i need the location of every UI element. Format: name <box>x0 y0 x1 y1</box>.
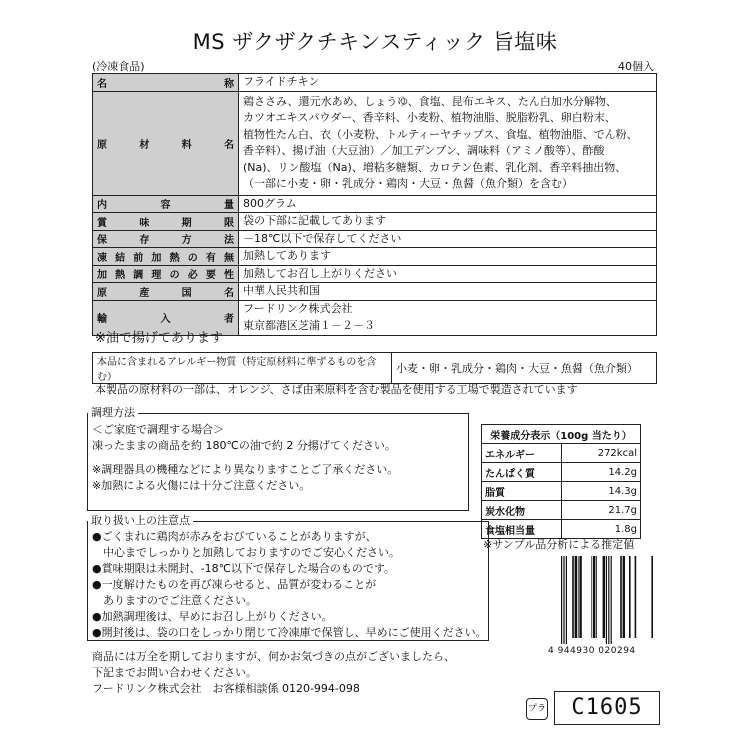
spec-value-origin: 中華人民共和国 <box>239 283 657 301</box>
barcode-bar <box>596 556 597 638</box>
spec-label-heated-before-freezing <box>93 248 239 266</box>
spec-row-best-before <box>93 213 657 231</box>
label-char: 無 <box>223 252 234 264</box>
handling-line: ●加熱調理後は、早めにお召し上がりください。 <box>92 610 333 623</box>
label-char: 熱 <box>115 270 126 282</box>
label-char: 量 <box>224 200 234 212</box>
spec-row-name <box>93 74 657 92</box>
cooking-title: 調理方法 <box>88 405 138 421</box>
footer-line: 商品には万全を期しておりますが、何かお気づきの点がございましたら、 <box>92 650 455 663</box>
importer-address: 東京都港区芝浦１－２－３ <box>243 318 375 332</box>
handling-title: 取り扱い上の注意点 <box>88 513 193 529</box>
label-char: 理 <box>151 270 162 282</box>
product-title: MS ザクザクチキンスティック 旨塩味 <box>192 30 558 54</box>
label-char: 者 <box>224 314 234 325</box>
nutrition-value: 1.8g <box>561 520 641 539</box>
allergy-table <box>92 352 657 384</box>
label-char: 要 <box>205 270 216 282</box>
handling-line: ●一度解けたものを再び凍らせると、品質が変わることが <box>92 578 377 591</box>
spec-value-storage: －18℃以下で保存してください <box>239 230 657 248</box>
spec-table <box>92 73 657 336</box>
nutrition-row <box>482 482 641 501</box>
product-count: 40個入 <box>618 60 654 73</box>
spec-label-heating-needed <box>93 265 239 283</box>
spec-row-heating-needed <box>93 265 657 283</box>
cooking-line: 凍ったままの商品を約 180℃の油で約 2 分揚げてください。 <box>92 439 396 452</box>
label-char: の <box>187 252 198 264</box>
fried-note: ※油で揚げてあります <box>95 331 223 346</box>
barcode-bar <box>578 556 579 638</box>
nutrition-value: 14.3g <box>561 482 641 501</box>
cooking-line <box>92 454 464 462</box>
nutrition-table <box>481 424 641 539</box>
label-char: 称 <box>224 78 234 90</box>
footer-line: 下記までお問い合わせください。 <box>92 666 257 679</box>
barcode-bar <box>572 556 574 638</box>
ingredients-line: （一部に小麦・卵・乳成分・鶏肉・大豆・魚醤（魚介類）を含む） <box>243 177 573 190</box>
allergy-value: 小麦・卵・乳成分・鶏肉・大豆・魚醤（魚介類） <box>392 353 657 384</box>
barcode-number: 4 944930 020294 <box>548 646 636 656</box>
lot-code: C1605 <box>554 691 660 725</box>
spec-row-heated-before-freezing <box>93 248 657 266</box>
label-char: 方 <box>181 235 192 247</box>
label-char: 名 <box>223 139 234 151</box>
spec-value-ingredients <box>239 91 657 195</box>
barcode-bar <box>651 556 653 638</box>
label-char: 容 <box>160 200 171 212</box>
label-char: 性 <box>223 270 234 282</box>
label-char: 熱 <box>169 252 180 264</box>
spec-value-importer <box>239 300 657 335</box>
label-char: 保 <box>97 235 107 247</box>
label-char: の <box>169 270 180 282</box>
label-char: 料 <box>181 139 192 151</box>
label-char: 結 <box>115 252 126 264</box>
barcode-bar <box>591 556 592 638</box>
label-char: 有 <box>205 252 216 264</box>
barcode-bar <box>611 556 612 644</box>
cooking-box <box>87 406 469 511</box>
nutrition-label: 炭水化物 <box>482 501 562 520</box>
label-char: 期 <box>181 217 192 229</box>
ingredients-line: 香辛料）、揚げ油（大豆油）／加工デンプン、調味料（アミノ酸等）、酢酸 <box>243 144 605 157</box>
nutrition-header: 栄養成分表示（100g 当たり） <box>482 425 641 444</box>
barcode-bar <box>620 556 622 638</box>
nutrition-row <box>482 501 641 520</box>
nutrition-value: 272kcal <box>561 444 641 463</box>
label-char: 限 <box>223 217 234 229</box>
handling-line: ●開封後は、袋の口をしっかり閉じて冷凍庫で保管し、早めにご使用ください。 <box>92 626 487 639</box>
barcode-image <box>555 556 665 644</box>
barcode-bar <box>593 556 595 638</box>
nutrition-label: たんぱく質 <box>482 463 562 482</box>
label-char: 名 <box>97 78 107 90</box>
label-char: 凍 <box>97 252 107 264</box>
handling-box <box>87 514 489 641</box>
spec-value-heated-before-freezing: 加熱してあります <box>239 248 657 266</box>
spec-value-content: 800グラム <box>239 195 657 213</box>
label-char: 入 <box>160 314 171 325</box>
barcode-bar <box>579 556 581 638</box>
barcode-bar <box>561 556 562 644</box>
nutrition-note: ※サンプル品分析による推定値 <box>483 538 635 551</box>
ingredients-line: カツオエキスパウダー、香辛料、小麦粉、植物油脂、脱脂粉乳、卵白粉末、 <box>243 111 616 124</box>
spec-row-storage <box>93 230 657 248</box>
cooking-line: ＜ご家庭で調理する場合＞ <box>92 423 224 436</box>
label-char: 必 <box>187 270 198 282</box>
ingredients-line: 植物性たん白、衣（小麦粉、トルティーヤチップス、食塩、植物油脂、でん粉、 <box>243 127 638 141</box>
barcode-bar <box>623 556 625 638</box>
label-char: 調 <box>133 270 144 282</box>
spec-label-origin <box>93 283 239 301</box>
spec-label-name <box>93 74 239 92</box>
label-char: 産 <box>139 287 150 299</box>
spec-label-content <box>93 195 239 213</box>
barcode-bar <box>566 556 567 644</box>
spec-row-origin <box>93 283 657 301</box>
barcode-bar <box>606 556 607 644</box>
spec-label-ingredients <box>93 91 239 195</box>
recycle-icon: プラ <box>526 698 548 720</box>
spec-value-best-before: 袋の下部に記載してあります <box>239 213 657 231</box>
label-char: 賞 <box>97 217 107 229</box>
nutrition-label: 食塩相当量 <box>482 520 562 539</box>
ingredients-line: 鶏ささみ、還元水あめ、しょうゆ、食塩、昆布エキス、たん白加水分解物、 <box>243 94 617 108</box>
handling-line: ●ごくまれに鶏肉が赤みをおびていることがありますが、 <box>92 530 377 543</box>
label-char: 法 <box>223 235 234 247</box>
label-char: 存 <box>139 235 150 247</box>
product-category: (冷凍食品) <box>92 60 145 73</box>
barcode-bar <box>603 556 605 638</box>
cooking-line: ※加熱による火傷には十分ご注意ください。 <box>92 479 311 492</box>
nutrition-label: 脂質 <box>482 482 562 501</box>
label-char: 味 <box>139 217 150 229</box>
handling-line: ありますのでご注意ください。 <box>92 594 257 607</box>
label-char: 原 <box>97 287 107 299</box>
spec-value-name: フライドチキン <box>239 74 657 92</box>
spec-label-storage <box>93 230 239 248</box>
spec-value-heating-needed: 加熱してお召し上がりください <box>239 265 657 283</box>
barcode-bar <box>635 556 637 638</box>
importer-company: フードリンク株式会社 <box>243 302 353 315</box>
barcode-bar <box>563 556 564 644</box>
label-char: 加 <box>97 270 107 282</box>
label-char: 内 <box>97 200 107 212</box>
label-char: 国 <box>181 287 192 299</box>
nutrition-row <box>482 444 641 463</box>
cooking-line: ※調理器具の機種などにより異なりますことご了承ください。 <box>92 463 399 476</box>
handling-line: ●賞味期限は未開封、-18℃以下で保存した場合のものです。 <box>92 562 396 575</box>
nutrition-row <box>482 463 641 482</box>
nutrition-value: 14.2g <box>561 463 641 482</box>
spec-row-content <box>93 195 657 213</box>
label-char: 輸 <box>97 314 107 325</box>
nutrition-value: 21.7g <box>561 501 641 520</box>
spec-row-ingredients <box>93 91 657 195</box>
handling-line: 中心までしっかりと加熱しておりますのでご安心ください。 <box>92 546 400 559</box>
barcode-bar <box>575 556 577 638</box>
spec-label-best-before <box>93 213 239 231</box>
factory-note: 本製品の原材料の一部は、オレンジ、さば由来原料を含む製品を使用する工場で製造されています <box>95 383 578 396</box>
footer-contact: フードリンク株式会社 お客様相談係 0120-994-098 <box>92 682 360 695</box>
label-char: 前 <box>133 252 144 264</box>
label-char: 加 <box>151 252 162 264</box>
barcode-bar <box>629 556 631 638</box>
label-char: 材 <box>139 139 150 151</box>
nutrition-label: エネルギー <box>482 444 562 463</box>
allergy-label: 本品に含まれるアレルギー物質（特定原材料に準ずるものを含む） <box>93 353 392 384</box>
barcode-bar <box>608 556 609 644</box>
ingredients-line: (Na)、リン酸塩（Na)、増粘多糖類、カロテン色素、乳化剤、香辛料抽出物、 <box>243 160 627 174</box>
label-char: 名 <box>223 287 234 299</box>
label-char: 原 <box>97 139 107 151</box>
